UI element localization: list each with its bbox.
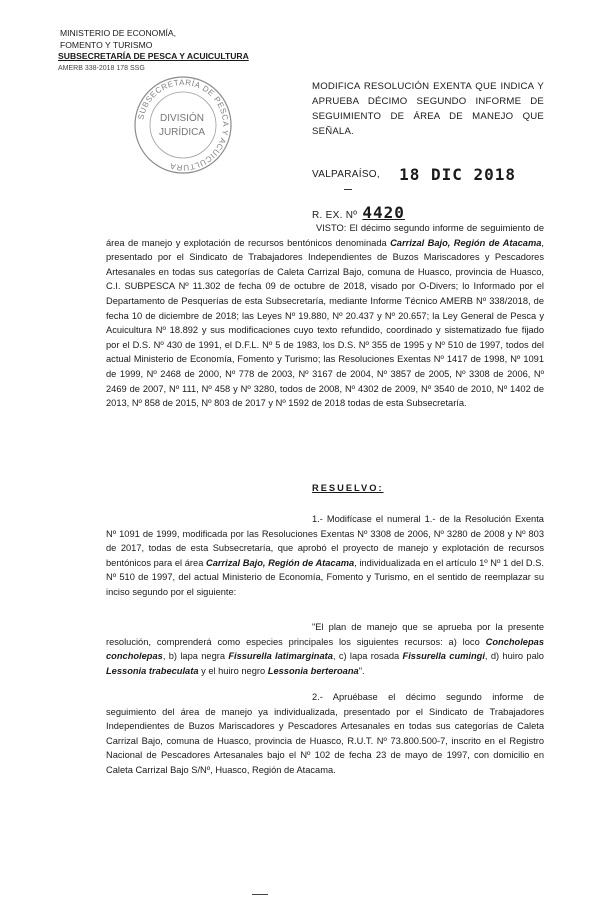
species-huiro-palo: Lessonia trabeculata <box>106 665 199 676</box>
species-huiro-negro: Lessonia berteroana <box>267 665 359 676</box>
article-2-text: seguimiento del área de manejo ya individualizada, presentado por el Sindicato de Trabajadores Independientes de Buzos Mariscadores y Pescadores Artesanales en todas sus categorías de Caleta Carrizal Bajo, comuna de Huasco, provincia de Huasco, R.U.T. Nº 73.800.500-7, inscrito en el Registro Nacional de Pescadores Artesanales bajo el Nº 102 de fecha 23 de mayo de 1997, con domicilio en Caleta Carrizal Bajo S/Nº, Huasco, Región de Atacama. <box>106 706 544 775</box>
quote-text-f: ". <box>358 665 365 676</box>
article-1-text-a: Exenta Nº 1091 de 1999, modificada por las Resoluciones Exentas Nº 3308 de 2006, Nº 3280 de 2008 y Nº 803 de 2017, todas de esta Subsecretaría, que aprobó el proyecto de manejo y explotación de recursos bentónicos para el área <box>106 514 544 568</box>
species-loco: Concholepas concholepas <box>106 636 544 662</box>
article-1-paragraph <box>106 512 544 600</box>
article-1-area-name: Carrizal Bajo, Región de Atacama <box>206 557 355 568</box>
place-date <box>312 162 517 184</box>
footer-mark <box>252 894 268 895</box>
separator-dash <box>344 189 352 190</box>
place: VALPARAÍSO, <box>312 169 380 180</box>
visto-paragraph <box>106 221 544 411</box>
visto-first: VISTO: El décimo segundo informe de seguimiento <box>316 223 531 233</box>
division-juridica-stamp <box>132 74 234 176</box>
letterhead <box>58 28 258 74</box>
resolution-number-line <box>312 203 405 222</box>
visto-text-b: , presentado por el Sindicato de Trabajadores Independientes de Buzos Mariscadores y Pescadores Artesanales en todas sus categorías de Caleta Carrizal Bajo, comuna de Huasco, provincia de Huasco, C.I. SUBPESCA Nº 11.302 de fecha 09 de octubre de 2018, visado por O-Divers; lo Informado por el Departamento de Pesquerías de esta Subsecretaría, mediante Informe Técnico AMERB Nº 338/2018, de fecha 10 de diciembre de 2018; las Leyes Nº 19.880, Nº 20.437 y Nº 20.657; la Ley General de Pesca y Acuicultura Nº 18.892 y sus modificaciones cuyo texto refundido, coordinado y sistematizado fue fijado por el D.S. Nº 430 de 1991, el D.F.L. Nº 5 de 1983, los D.S. Nº 355 de 1995 y Nº 510 de 1997, todos del actual Ministerio de Economía, Fomento y Turismo; las Resoluciones Exentas Nº 1417 de 1998, Nº 1091 de 1999, Nº 2468 de 2000, Nº 778 de 2003, Nº 3167 de 2004, Nº 3857 de 2005, Nº 3308 de 2006, Nº 2469 de 2007, Nº 111, Nº 458 y Nº 3280, todos de 2008, Nº 4302 de 2009, Nº 3540 de 2010, Nº 1402 de 2013, Nº 858 de 2015, Nº 803 de 2017 y Nº 1592 de 2018 todas de esta Subsecretaría. <box>106 237 544 409</box>
ministry-name: MINISTERIO DE ECONOMÍA, <box>60 28 177 38</box>
quote-text-c: , c) lapa rosada <box>332 651 403 662</box>
species-lapa-negra: Fissurella latimarginata <box>228 651 333 662</box>
resolution-number: 4420 <box>362 203 405 222</box>
article-2-paragraph <box>106 690 544 778</box>
quote-text-b: , b) lapa negra <box>162 651 229 662</box>
resolution-label: R. EX. Nº <box>312 210 358 221</box>
article-1-first: 1.- Modifícase el numeral 1.- de la Resolución <box>312 514 512 524</box>
article-2-first: 2.- Apruébase el décimo segundo informe de <box>312 692 544 702</box>
article-1-text-b: , individualizada en el artículo 1º Nº 1 del D.S. Nº 510 de 1997, del actual Ministerio de Economía, Fomento y Turismo, en el sentido de reemplazar su inciso segundo por el siguiente: <box>106 557 544 597</box>
date-stamp: 18 DIC 2018 <box>399 165 517 184</box>
stamp-ring-text: SUBSECRETARÍA DE PESCA Y ACUICULTURA <box>136 77 231 173</box>
resolution-subject: MODIFICA RESOLUCIÓN EXENTA QUE INDICA Y APRUEBA DÉCIMO SEGUNDO INFORME DE SEGUIMIENTO DE ÁREA DE MANEJO QUE SEÑALA. <box>312 81 544 137</box>
visto-area-name: Carrizal Bajo, Región de Atacama <box>390 237 542 248</box>
visto-text-a: de área de manejo y explotación de recursos bentónicos denominada <box>106 223 544 248</box>
ministry-subtitle: FOMENTO Y TURISMO <box>60 39 153 50</box>
subsecretaria-name: SUBSECRETARÍA DE PESCA Y ACUICULTURA <box>58 51 249 61</box>
reference-code: AMERB 338-2018 178 SSG <box>58 64 145 72</box>
stamp-line-2: JURÍDICA <box>158 127 206 138</box>
species-lapa-rosada: Fissurella cumingi <box>402 651 485 662</box>
stamp-line-1: DIVISIÓN <box>160 113 204 124</box>
quote-text-e: y el huiro negro <box>198 665 268 676</box>
quote-text-d: , d) huiro palo <box>484 651 544 662</box>
resuelvo-heading: RESUELVO: <box>312 483 384 493</box>
quote-text-a: "El plan de manejo que se aprueba por la presente resolución, comprenderá como especies principales los siguientes recursos: a) loco <box>106 622 544 647</box>
replacement-quote <box>106 620 544 678</box>
